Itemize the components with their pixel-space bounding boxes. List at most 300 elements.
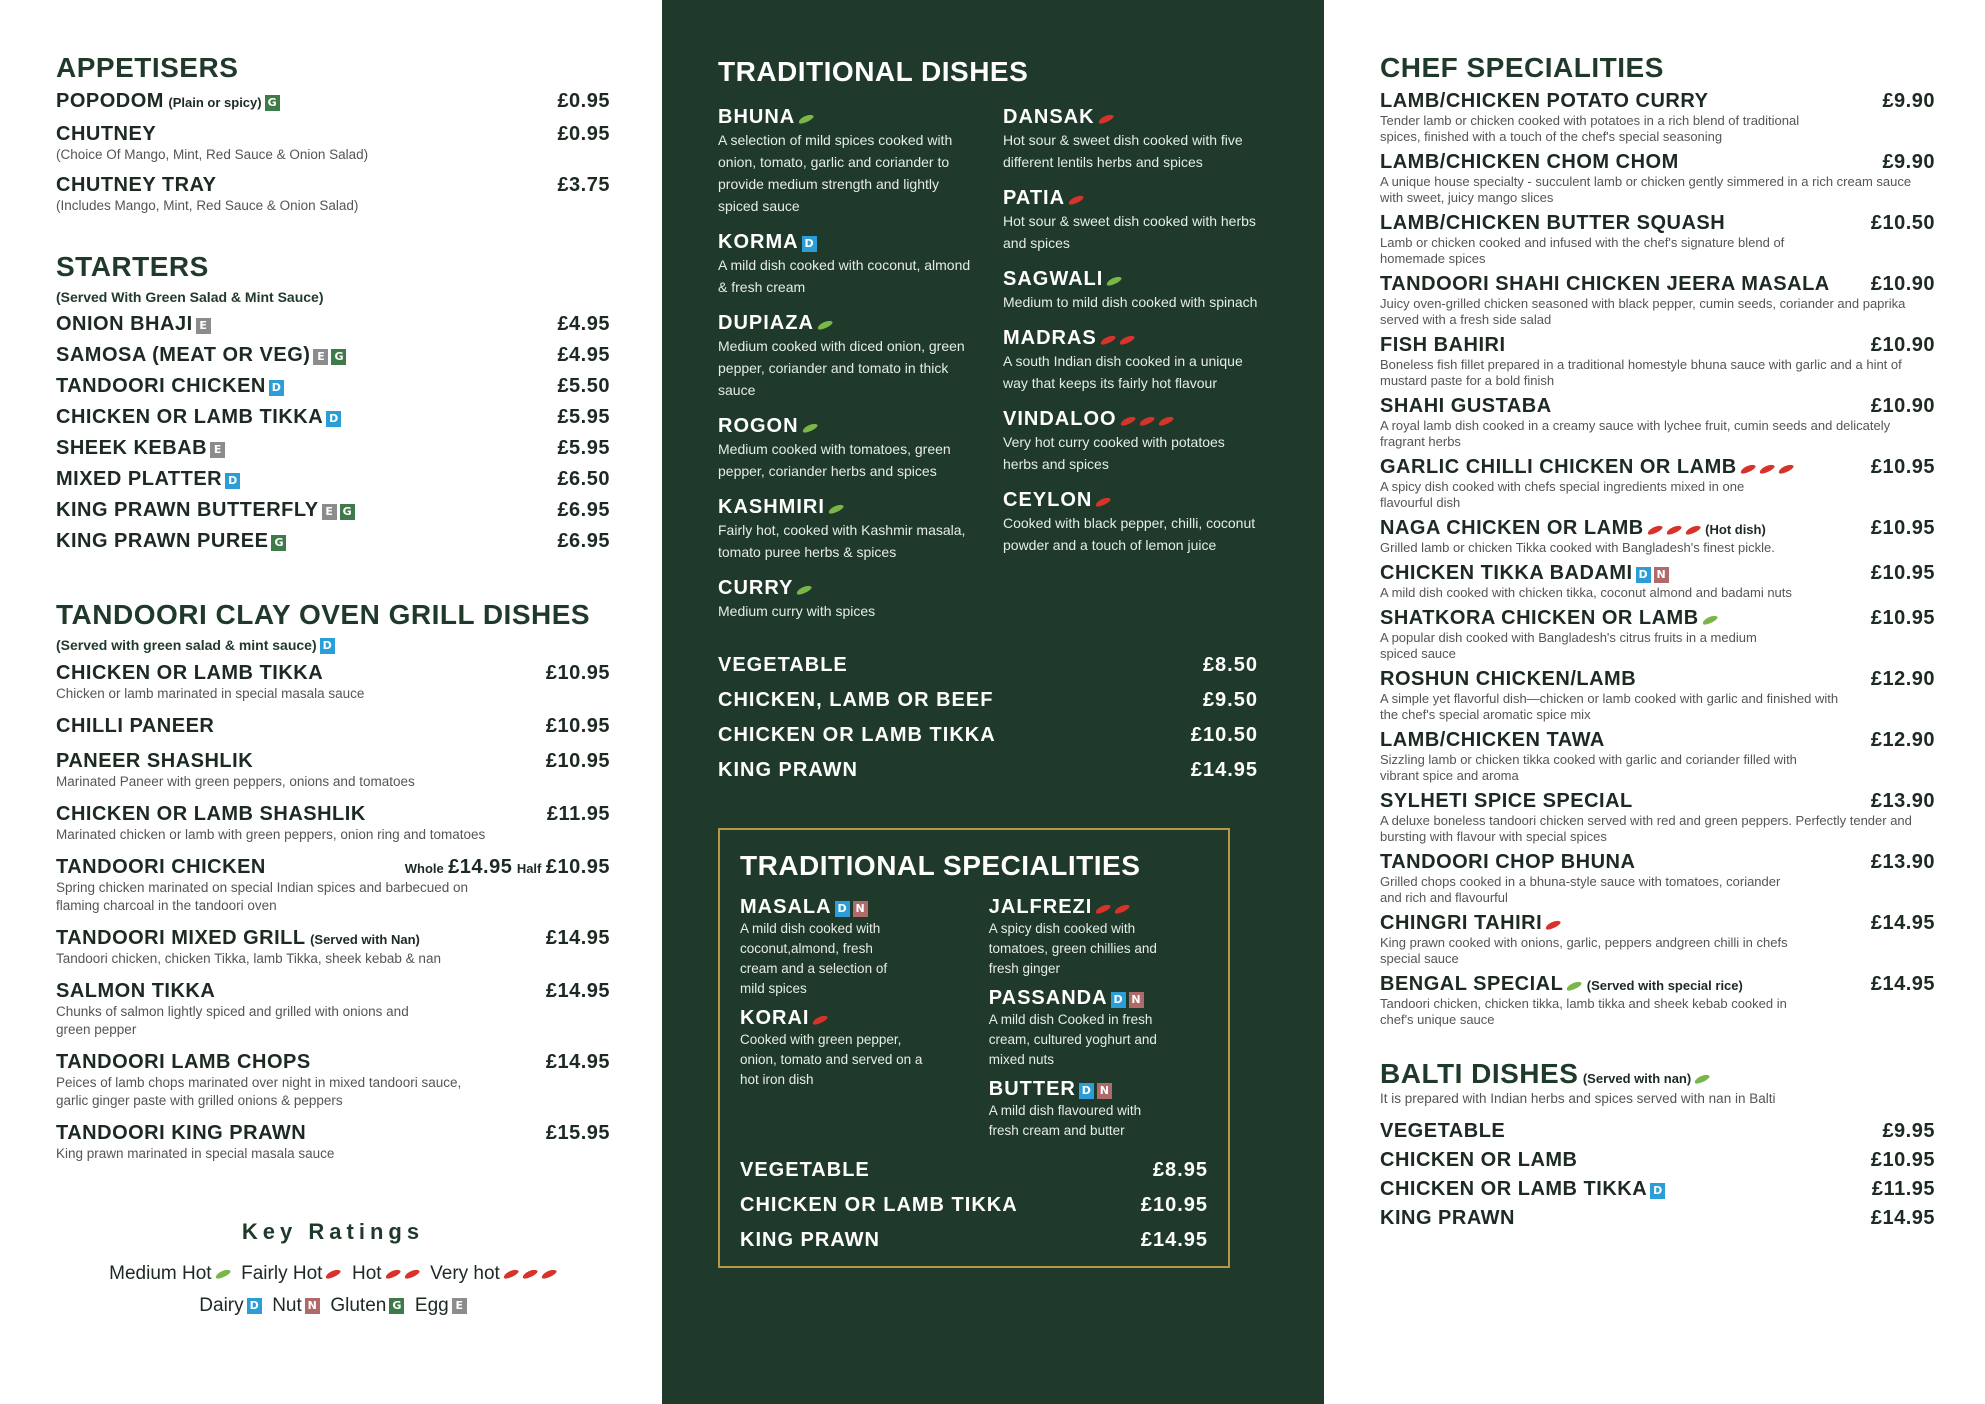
menu-item [1380,334,1935,389]
item-note: (Hot dish) [1705,522,1766,537]
item-name: TANDOORI KING PRAWN [56,1122,307,1145]
item-name: GARLIC CHILLI CHICKEN OR LAMB [1380,456,1737,478]
price-name: KING PRAWN [740,1229,880,1251]
item-desc: Tandoori chicken, chicken tikka, lamb tikka and sheek kebab cooked in chef's unique sauce [1380,996,1787,1027]
item-price: £10.95 [545,856,610,879]
dish-desc: Medium cooked with tomatoes, green pepper, coriander herbs and spices [718,441,951,479]
price-value: £8.95 [1152,1159,1208,1181]
item-price: £12.90 [1870,668,1935,690]
menu-item [56,715,610,738]
price-value: £8.50 [1202,654,1258,676]
menu-item [56,174,610,215]
menu-item [1380,395,1935,450]
price-name: CHICKEN OR LAMB TIKKA [718,724,996,746]
menu-item [1380,912,1935,967]
item-name: SHEEK KEBAB [56,437,208,459]
item-price: £6.50 [557,468,610,490]
dish-desc: Fairly hot, cooked with Kashmir masala, tomato puree herbs & spices [718,522,966,560]
item-name: LAMB/CHICKEN TAWA [1380,729,1605,751]
nut-icon: N [1097,1083,1112,1099]
item-name: TANDOORI CHOP BHUNA [1380,851,1636,873]
item-price: £6.95 [557,530,610,552]
dish-item [718,312,973,401]
red-chili-icon [1665,524,1682,536]
dish-desc: Medium cooked with diced onion, green pepper, coriander and tomato in thick sauce [718,338,965,398]
item-name: CHILLI PANEER [56,715,215,738]
egg-icon: E [196,318,211,334]
item-price: £5.50 [557,375,610,397]
price-value: £10.95 [1140,1194,1208,1216]
price-name: VEGETABLE [740,1159,870,1181]
gluten-icon: G [340,504,355,520]
green-chili-icon [798,113,815,125]
item-price: £4.95 [557,313,610,335]
menu-item [1380,90,1935,145]
dish-name: KORMA [718,231,799,253]
section-title: APPETISERS [56,52,239,83]
menu-item [56,468,610,491]
egg-icon: E [210,442,225,458]
dish-item [718,231,973,298]
dairy-icon: D [1079,1083,1094,1099]
dish-name: MASALA [740,896,832,918]
balti-section [1380,1058,1935,1230]
menu-item [56,856,610,915]
egg-icon: E [452,1298,467,1314]
item-name: TANDOORI CHICKEN [56,856,266,879]
price-name: CHICKEN, LAMB OR BEEF [718,689,994,711]
item-name: CHICKEN OR LAMB SHASHLIK [56,803,366,826]
item-desc: Marinated chicken or lamb with green peppers, onion ring and tomatoes [56,827,486,843]
item-price: £4.95 [557,344,610,366]
item-price: £10.95 [545,662,610,685]
dish-desc: Very hot curry cooked with potatoes herbs and spices [1003,434,1225,472]
menu-item [56,750,610,791]
item-price: £15.95 [545,1122,610,1145]
dish-item [1003,106,1258,173]
price-row [1380,1207,1935,1230]
menu-item [1380,273,1935,328]
item-price: £10.95 [1870,607,1935,629]
item-name: FISH BAHIRI [1380,334,1506,356]
menu-item [56,344,610,367]
item-price: £14.95 [1870,912,1935,934]
key-medium: Medium Hot [109,1263,212,1285]
dish-item [718,106,973,217]
menu-item [56,90,610,113]
half-label: Half [516,861,542,877]
item-name: CHICKEN OR LAMB TIKKA [56,406,324,428]
section-title: STARTERS [56,251,209,282]
specialities-left [740,896,969,1149]
red-chili-icon [1095,496,1112,508]
price-row [718,724,1258,747]
red-chili-icon [325,1268,342,1280]
item-desc: A unique house specialty - succulent lamb or chicken gently simmered in a rich cream sauce with sweet, juicy mango slices [1380,174,1912,205]
item-name: ONION BHAJI [56,313,193,335]
item-name: ROSHUN CHICKEN/LAMB [1380,668,1637,690]
price-value: £14.95 [1190,759,1258,781]
specialities-right [989,896,1208,1149]
item-desc: A simple yet flavorful dish—chicken or lamb cooked with garlic and finished with the chef's special aromatic spice mix [1380,691,1839,722]
item-desc: King prawn cooked with onions, garlic, peppers andgreen chilli in chefs special sauce [1380,935,1788,966]
dish-item [718,496,973,563]
dish-desc: Hot sour & sweet dish cooked with herbs and spices [1003,213,1256,251]
dish-desc: A mild dish Cooked in fresh cream, cultured yoghurt and mixed nuts [988,1012,1157,1067]
key-very-hot: Very hot [430,1263,500,1285]
gluten-icon: G [331,349,346,365]
dish-desc: Cooked with green pepper, onion, tomato and served on a hot iron dish [740,1032,923,1087]
menu-item [56,437,610,460]
price-name: KING PRAWN [718,759,858,781]
dish-item [740,1007,969,1090]
item-price: £10.50 [1870,212,1935,234]
price-row [718,759,1258,782]
dairy-icon: D [269,380,284,396]
green-chili-icon [816,319,833,331]
price-name: CHICKEN OR LAMB [1380,1149,1578,1171]
item-name: TANDOORI MIXED GRILL [56,927,306,950]
price-row [1380,1178,1935,1201]
item-price: £10.90 [1870,273,1935,295]
egg-icon: E [313,349,328,365]
menu-item [56,1122,610,1163]
item-price: £10.95 [1870,456,1935,478]
gluten-icon: G [389,1298,404,1314]
item-name: NAGA CHICKEN OR LAMB [1380,517,1644,539]
item-desc: (Includes Mango, Mint, Red Sauce & Onion Salad) [56,198,359,213]
dairy-icon: D [1636,567,1651,583]
green-chili-icon [214,1268,231,1280]
price-name: CHICKEN OR LAMB TIKKA [740,1194,1018,1216]
price-row [1380,1149,1935,1172]
section-title: TANDOORI CLAY OVEN GRILL DISHES [56,599,591,630]
key-title: Key Ratings [241,1219,425,1245]
menu-item [1380,729,1935,784]
traditional-prices [718,654,1258,782]
dairy-icon: D [1111,992,1126,1008]
red-chili-icon [521,1268,538,1280]
menu-item [56,123,610,164]
item-price: £14.95 [1870,973,1935,995]
item-price: £10.95 [545,750,610,773]
item-desc: Chicken or lamb marinated in special masala sauce [56,686,365,702]
item-desc: A royal lamb dish cooked in a creamy sauce with lychee fruit, cumin seeds and delicately fragrant herbs [1380,418,1891,449]
item-price: £9.90 [1882,90,1935,112]
price-name: CHICKEN OR LAMB TIKKA [1380,1178,1648,1200]
price-name: KING PRAWN [1380,1207,1515,1229]
key-dairy: Dairy [199,1295,244,1317]
section-title: CHEF SPECIALITIES [1380,52,1664,83]
dish-name: BUTTER [988,1078,1076,1100]
item-name: SHATKORA CHICKEN OR LAMB [1380,607,1699,629]
item-name: SYLHETI SPICE SPECIAL [1380,790,1633,812]
menu-item [56,927,610,968]
red-chili-icon [1545,919,1562,931]
dish-desc: Hot sour & sweet dish cooked with five different lentils herbs and spices [1003,132,1243,170]
item-desc: Boneless fish fillet prepared in a traditional homestyle bhuna sauce with garlic and a hint of mustard paste for a bold finish [1380,357,1902,388]
traditional-right [1003,106,1258,636]
green-chili-icon [796,584,813,596]
item-price: £14.95 [545,980,610,1003]
item-desc: King prawn marinated in special masala sauce [56,1146,335,1162]
dish-desc: A south Indian dish cooked in a unique way that keeps its fairly hot flavour [1003,353,1243,391]
dish-name: VINDALOO [1003,408,1117,430]
red-chili-icon [1068,194,1085,206]
dish-name: KORAI [740,1007,810,1029]
item-name: BENGAL SPECIAL [1380,973,1564,995]
dish-name: PASSANDA [988,987,1108,1009]
gluten-icon: G [271,535,286,551]
left-column [0,0,662,1404]
dish-name: DUPIAZA [718,312,814,334]
section-title: TRADITIONAL SPECIALITIES [740,850,1141,881]
green-chili-icon [801,422,818,434]
dish-item [989,987,1208,1070]
traditional-left [718,106,973,636]
dish-desc: A spicy dish cooked with tomatoes, green chillies and fresh ginger [988,921,1157,976]
item-price: £5.95 [557,406,610,428]
dish-item [989,1078,1208,1141]
price-value: £11.95 [1871,1178,1935,1200]
red-chili-icon [812,1014,829,1026]
red-chili-icon [1097,113,1114,125]
red-chili-icon [384,1268,401,1280]
item-name: LAMB/CHICKEN POTATO CURRY [1380,90,1709,112]
nut-icon: N [853,901,868,917]
dish-name: BHUNA [718,106,796,128]
menu-item [56,662,610,703]
price-value: £14.95 [1140,1229,1208,1251]
menu-item [56,499,610,522]
menu-item [56,406,610,429]
menu-item [1380,851,1935,906]
dairy-icon: D [320,638,335,654]
item-desc: Lamb or chicken cooked and infused with the chef's signature blend of homemade spices [1380,235,1785,266]
menu-item [56,313,610,336]
red-chili-icon [1157,415,1174,427]
menu-item [1380,212,1935,267]
price-row [740,1229,1208,1252]
item-price: £13.90 [1870,790,1935,812]
red-chili-icon [1777,463,1794,475]
menu-item [1380,562,1935,601]
dish-item [989,896,1208,979]
whole-label: Whole [404,861,444,877]
green-chili-icon [1694,1073,1711,1085]
menu-item [56,530,610,553]
green-chili-icon [1701,614,1718,626]
red-chili-icon [1758,463,1775,475]
red-chili-icon [1095,903,1112,915]
menu-item [1380,790,1935,845]
item-desc: Spring chicken marinated on special Indian spices and barbecued on flaming charcoal in the tandoori oven [56,880,469,914]
red-chili-icon [540,1268,557,1280]
menu-item [56,1051,610,1110]
price-value: £10.50 [1190,724,1258,746]
dish-item [718,415,973,482]
spice-key-row [56,1263,610,1285]
dish-name: MADRAS [1003,327,1097,349]
green-chili-icon [827,503,844,515]
key-gluten: Gluten [330,1295,387,1317]
red-chili-icon [1739,463,1756,475]
price-value: £14.95 [1870,1207,1935,1229]
item-desc: Tandoori chicken, chicken Tikka, lamb Tikka, sheek kebab & nan [56,951,441,967]
dish-item [1003,327,1258,394]
price-name: VEGETABLE [718,654,848,676]
item-name: TANDOORI SHAHI CHICKEN JEERA MASALA [1380,273,1830,295]
item-name: SAMOSA (MEAT OR VEG) [56,344,311,366]
price-row [1380,1120,1935,1143]
specialities-grid [740,896,1208,1149]
dish-item [1003,408,1258,475]
whole-price: £14.95 [448,856,513,879]
green-chili-icon [1106,275,1123,287]
dish-name: PATIA [1003,187,1066,209]
item-name: KING PRAWN PUREE [56,530,269,552]
note-text: (Served with green salad & mint sauce) [56,637,317,653]
item-name: PANEER SHASHLIK [56,750,254,773]
green-chili-icon [1566,980,1583,992]
section-title: BALTI DISHES [1380,1058,1579,1089]
menu-item [1380,668,1935,723]
egg-icon: E [322,504,337,520]
item-name: LAMB/CHICKEN BUTTER SQUASH [1380,212,1726,234]
item-name: CHINGRI TAHIRI [1380,912,1543,934]
red-chili-icon [1684,524,1701,536]
item-desc: A spicy dish cooked with chefs special ingredients mixed in one flavourful dish [1380,479,1745,510]
item-desc: A mild dish cooked with chicken tikka, coconut almond and badami nuts [1380,585,1792,600]
allergen-key-row [56,1295,610,1317]
item-name: SALMON TIKKA [56,980,216,1003]
dish-desc: Medium to mild dish cooked with spinach [1003,294,1258,310]
item-desc: Juicy oven-grilled chicken seasoned with black pepper, cumin seeds, coriander and paprika served with a fresh side salad [1380,296,1906,327]
item-name: CHICKEN OR LAMB TIKKA [56,662,324,685]
key-fairly: Fairly Hot [241,1263,323,1285]
dish-item [740,896,969,999]
item-price: £12.90 [1870,729,1935,751]
dairy-icon: D [247,1298,262,1314]
item-desc: Marinated Paneer with green peppers, onions and tomatoes [56,774,415,790]
dish-desc: Medium curry with spices [718,603,876,619]
section-desc: It is prepared with Indian herbs and spices served with nan in Balti [1380,1091,1776,1106]
dish-desc: A mild dish flavoured with fresh cream and butter [988,1103,1142,1138]
dish-desc: A mild dish cooked with coconut,almond, fresh cream and a selection of mild spices [740,921,888,996]
red-chili-icon [403,1268,420,1280]
price-row [718,689,1258,712]
item-price: £14.95 [545,927,610,950]
item-price: £14.95 [545,1051,610,1074]
item-desc: Tender lamb or chicken cooked with potatoes in a rich blend of traditional spices, finished with a touch of the chef's special seasoning [1380,113,1800,144]
price-row [740,1194,1208,1217]
item-note: (Served with special rice) [1586,978,1743,993]
key-egg: Egg [414,1295,449,1317]
specialities-prices [740,1159,1208,1252]
menu-item [1380,607,1935,662]
dish-desc: A mild dish cooked with coconut, almond & fresh cream [718,257,971,295]
item-name: MIXED PLATTER [56,468,223,490]
key-hot: Hot [351,1263,382,1285]
gluten-icon: G [265,95,280,111]
item-desc: Chunks of salmon lightly spiced and grilled with onions and green pepper [56,1004,409,1038]
dairy-icon: D [835,901,850,917]
item-name: SHAHI GUSTABA [1380,395,1552,417]
item-name: TANDOORI LAMB CHOPS [56,1051,311,1074]
appetisers-section [56,52,610,215]
item-name: CHICKEN TIKKA BADAMI [1380,562,1633,584]
menu-item [56,375,610,398]
item-desc: Grilled lamb or chicken Tikka cooked with Bangladesh's finest pickle. [1380,540,1775,555]
red-chili-icon [1646,524,1663,536]
dairy-icon: D [1650,1183,1665,1199]
menu-item [1380,517,1935,556]
price-row [740,1159,1208,1182]
section-note: (Served With Green Salad & Mint Sauce) [56,289,324,305]
nut-icon: N [305,1298,320,1314]
menu-item [56,803,610,844]
nut-icon: N [1129,992,1144,1008]
right-column [1324,0,1985,1404]
menu-item [1380,973,1935,1028]
item-price: £0.95 [557,90,610,112]
red-chili-icon [1099,334,1116,346]
item-desc: A popular dish cooked with Bangladesh's citrus fruits in a medium spiced sauce [1380,630,1757,661]
price-row [718,654,1258,677]
item-name: POPODOM [56,90,164,112]
item-note: (Plain or spicy) [168,95,262,110]
red-chili-icon [1119,415,1136,427]
menu-item [56,980,610,1039]
item-price: £11.95 [546,803,610,826]
item-price: £10.95 [1870,562,1935,584]
chef-section [1380,52,1935,1028]
item-note: (Served with Nan) [310,932,420,948]
dish-name: SAGWALI [1003,268,1104,290]
item-desc: A deluxe boneless tandoori chicken served with red and green peppers. Perfectly tender and bursting with flavour with special spices [1380,813,1912,844]
item-desc: (Choice Of Mango, Mint, Red Sauce & Onion Salad) [56,147,369,162]
dish-name: CURRY [718,577,794,599]
item-name: TANDOORI CHICKEN [56,375,266,397]
dish-desc: Cooked with black pepper, chilli, coconut powder and a touch of lemon juice [1003,515,1256,553]
key-ratings [56,1219,610,1317]
item-name: LAMB/CHICKEN CHOM CHOM [1380,151,1679,173]
item-price: £10.95 [1870,517,1935,539]
dish-item [1003,268,1258,313]
price-value: £9.95 [1882,1120,1935,1142]
nut-icon: N [1654,567,1669,583]
dish-name: ROGON [718,415,799,437]
red-chili-icon [502,1268,519,1280]
dairy-icon: D [225,473,240,489]
item-price: £9.90 [1882,151,1935,173]
item-desc: Peices of lamb chops marinated over night in mixed tandoori sauce, garlic ginger paste with grilled onions & peppers [56,1075,462,1109]
dish-name: CEYLON [1003,489,1093,511]
red-chili-icon [1138,415,1155,427]
dish-desc: A selection of mild spices cooked with onion, tomato, garlic and coriander to provide medium strength and lightly spiced sauce [718,132,953,214]
item-price: £10.90 [1870,334,1935,356]
tandoori-section [56,599,610,1163]
dish-name: KASHMIRI [718,496,825,518]
item-price: £6.95 [557,499,610,521]
dish-item [718,577,973,622]
dairy-icon: D [802,236,817,252]
section-title: TRADITIONAL DISHES [718,56,1029,87]
dish-item [1003,187,1258,254]
red-chili-icon [1118,334,1135,346]
dish-name: DANSAK [1003,106,1095,128]
item-price: £0.95 [557,123,610,145]
